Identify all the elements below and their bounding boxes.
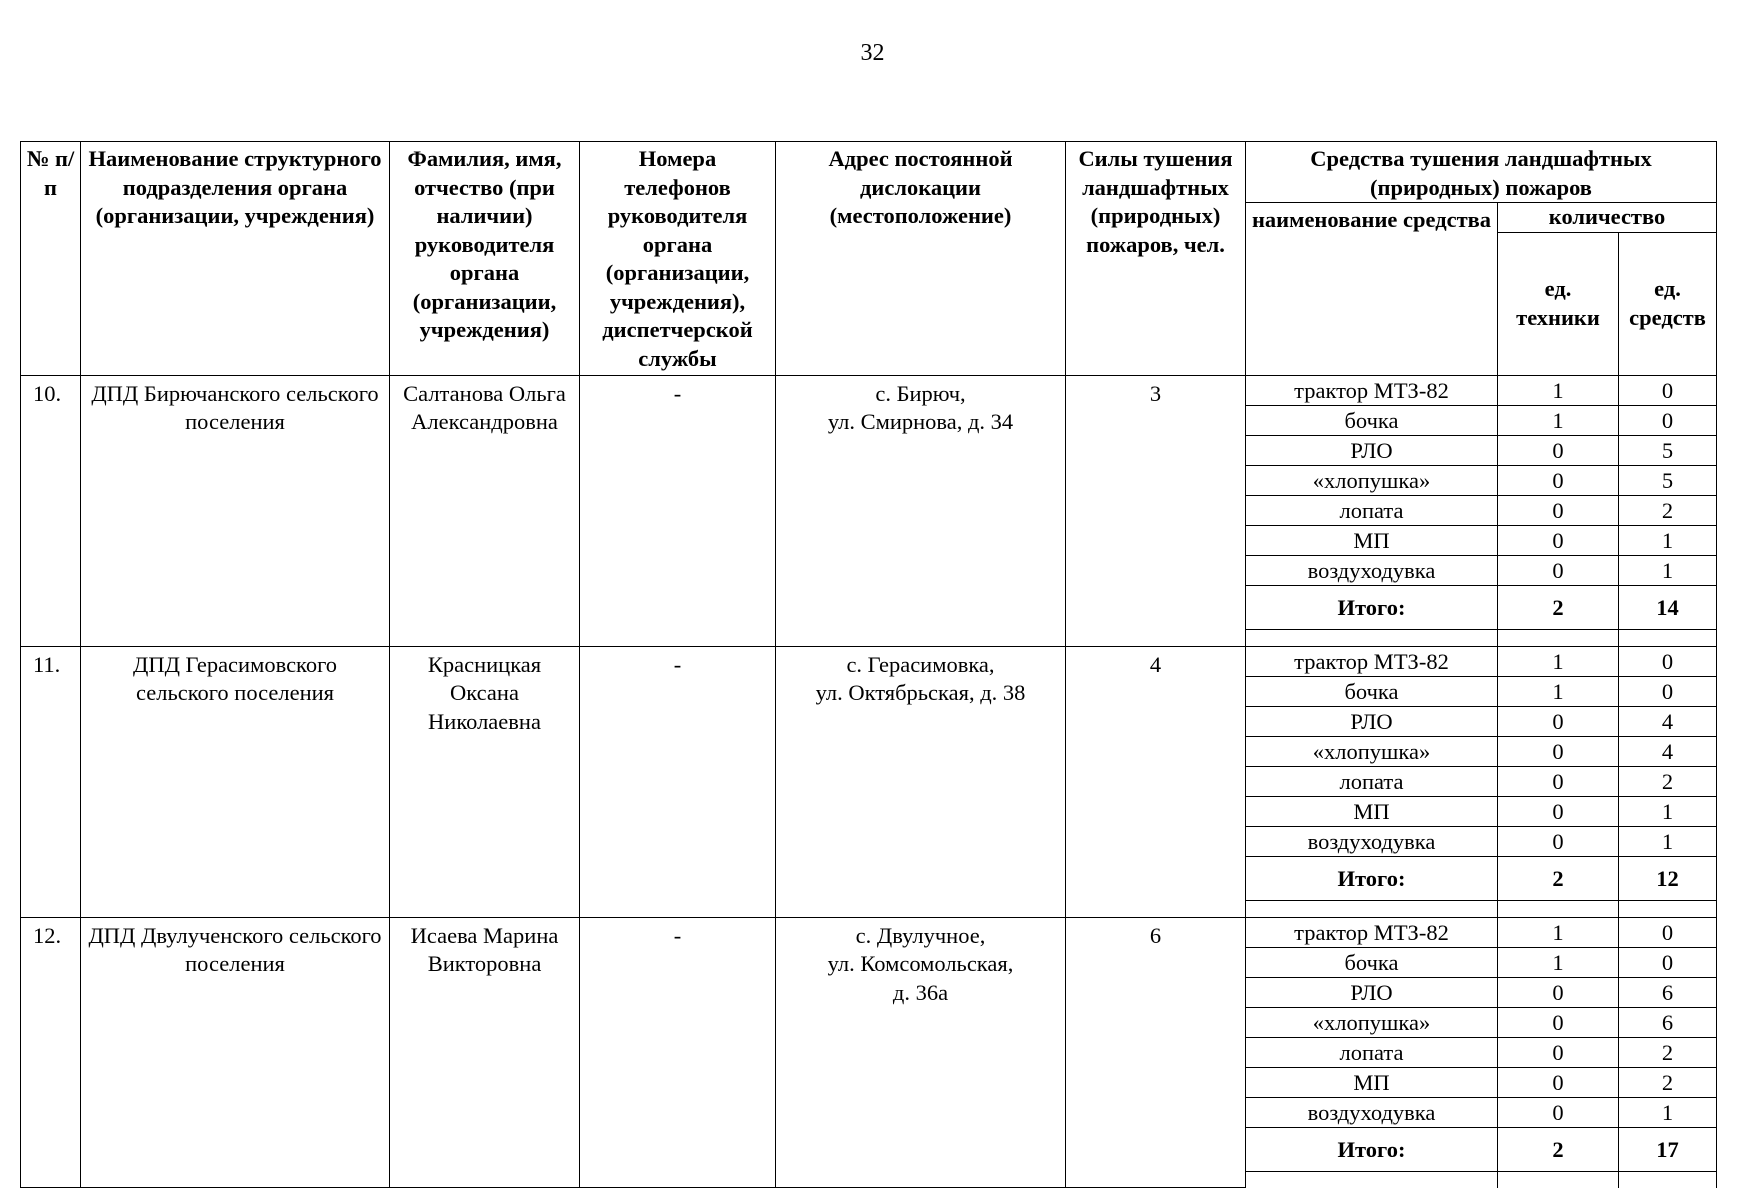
total-label: Итого: [1246,1127,1498,1171]
item-qty-tech: 0 [1498,736,1619,766]
item-qty-tech: 1 [1498,947,1619,977]
row-head: Исаева Марина Викторовна [390,917,580,1188]
row-num: 12. [21,917,81,1188]
item-qty-means: 0 [1619,375,1717,405]
total-label: Итого: [1246,856,1498,900]
item-qty-tech: 0 [1498,1097,1619,1127]
spacer-cell [1246,1171,1498,1188]
spacer-cell [1498,900,1619,917]
item-qty-means: 0 [1619,405,1717,435]
row-unit: ДПД Бирючанского сельского поселения [81,375,390,646]
item-qty-tech: 0 [1498,525,1619,555]
row-phones: - [580,917,776,1188]
item-qty-means: 4 [1619,706,1717,736]
header-num: № п/п [21,142,81,376]
total-qty-means: 14 [1619,585,1717,629]
item-qty-tech: 0 [1498,465,1619,495]
spacer-cell [1246,900,1498,917]
item-name: МП [1246,796,1498,826]
item-qty-tech: 0 [1498,555,1619,585]
item-name: воздуходувка [1246,1097,1498,1127]
total-qty-means: 12 [1619,856,1717,900]
item-qty-tech: 0 [1498,1067,1619,1097]
item-qty-means: 2 [1619,495,1717,525]
header-qty-means: ед. средств [1619,232,1717,375]
row-address: с. Герасимовка, ул. Октябрьская, д. 38 [776,646,1066,917]
item-qty-tech: 0 [1498,796,1619,826]
header-phones: Номера телефонов руководителя органа (организации, учреждения), диспетчерской службы [580,142,776,376]
table-header [21,142,1717,376]
row-unit: ДПД Двулученского сельского поселения [81,917,390,1188]
row-forces: 3 [1066,375,1246,646]
header-means: Средства тушения ландшафтных (природных) пожаров [1246,142,1717,203]
header-quantity: количество [1498,203,1717,233]
item-qty-means: 0 [1619,917,1717,947]
total-qty-tech: 2 [1498,585,1619,629]
spacer-cell [1246,629,1498,646]
row-phones: - [580,646,776,917]
spacer-cell [1498,629,1619,646]
row-forces: 6 [1066,917,1246,1188]
item-qty-means: 1 [1619,796,1717,826]
item-name: РЛО [1246,706,1498,736]
header-address: Адрес постоянной дислокации (местоположение) [776,142,1066,376]
item-qty-tech: 0 [1498,706,1619,736]
item-qty-tech: 1 [1498,917,1619,947]
item-qty-tech: 0 [1498,1007,1619,1037]
item-qty-means: 1 [1619,1097,1717,1127]
item-qty-means: 4 [1619,736,1717,766]
header-unit: Наименование структурного подразделения органа (организации, учреждения) [81,142,390,376]
item-name: лопата [1246,495,1498,525]
item-qty-tech: 1 [1498,375,1619,405]
row-num: 11. [21,646,81,917]
item-qty-means: 0 [1619,947,1717,977]
row-forces: 4 [1066,646,1246,917]
item-qty-means: 6 [1619,1007,1717,1037]
item-name: трактор МТЗ-82 [1246,646,1498,676]
total-qty-means: 17 [1619,1127,1717,1171]
item-qty-tech: 0 [1498,977,1619,1007]
item-qty-means: 2 [1619,1037,1717,1067]
row-num: 10. [21,375,81,646]
item-qty-tech: 0 [1498,826,1619,856]
header-qty-tech: ед. техники [1498,232,1619,375]
item-qty-means: 5 [1619,435,1717,465]
item-name: «хлопушка» [1246,1007,1498,1037]
item-qty-means: 1 [1619,555,1717,585]
item-qty-tech: 1 [1498,646,1619,676]
item-qty-tech: 0 [1498,1037,1619,1067]
item-name: «хлопушка» [1246,736,1498,766]
spacer-cell [1619,629,1717,646]
row-head: Салтанова Ольга Александровна [390,375,580,646]
item-qty-means: 1 [1619,525,1717,555]
item-qty-tech: 1 [1498,405,1619,435]
total-label: Итого: [1246,585,1498,629]
item-name: трактор МТЗ-82 [1246,917,1498,947]
item-name: лопата [1246,1037,1498,1067]
item-qty-tech: 0 [1498,495,1619,525]
item-qty-means: 0 [1619,646,1717,676]
header-head: Фамилия, имя, отчество (при наличии) руководителя органа (организации, учреждения) [390,142,580,376]
item-qty-means: 5 [1619,465,1717,495]
spacer-cell [1498,1171,1619,1188]
item-name: бочка [1246,947,1498,977]
item-name: МП [1246,525,1498,555]
spacer-cell [1619,900,1717,917]
item-qty-tech: 0 [1498,435,1619,465]
item-name: воздуходувка [1246,555,1498,585]
item-name: бочка [1246,405,1498,435]
table-row [21,375,1717,405]
item-qty-means: 2 [1619,766,1717,796]
item-qty-means: 2 [1619,1067,1717,1097]
row-address: с. Бирюч, ул. Смирнова, д. 34 [776,375,1066,646]
spacer-cell [1619,1171,1717,1188]
item-name: лопата [1246,766,1498,796]
fire-means-table [20,141,1717,1188]
item-name: бочка [1246,676,1498,706]
row-address: с. Двулучное, ул. Комсомольская, д. 36а [776,917,1066,1188]
total-qty-tech: 2 [1498,856,1619,900]
item-name: трактор МТЗ-82 [1246,375,1498,405]
header-means-name: наименование средства [1246,203,1498,376]
table-row [21,917,1717,947]
header-forces: Силы тушения ландшафтных (природных) пожаров, чел. [1066,142,1246,376]
item-qty-means: 0 [1619,676,1717,706]
page-number: 32 [860,40,885,66]
item-name: МП [1246,1067,1498,1097]
row-unit: ДПД Герасимовского сельского поселения [81,646,390,917]
item-name: воздуходувка [1246,826,1498,856]
item-qty-means: 1 [1619,826,1717,856]
item-qty-means: 6 [1619,977,1717,1007]
table-body [21,375,1717,1188]
item-qty-tech: 0 [1498,766,1619,796]
item-qty-tech: 1 [1498,676,1619,706]
table-row [21,646,1717,676]
item-name: «хлопушка» [1246,465,1498,495]
row-phones: - [580,375,776,646]
row-head: Красницкая Оксана Николаевна [390,646,580,917]
item-name: РЛО [1246,977,1498,1007]
item-name: РЛО [1246,435,1498,465]
total-qty-tech: 2 [1498,1127,1619,1171]
